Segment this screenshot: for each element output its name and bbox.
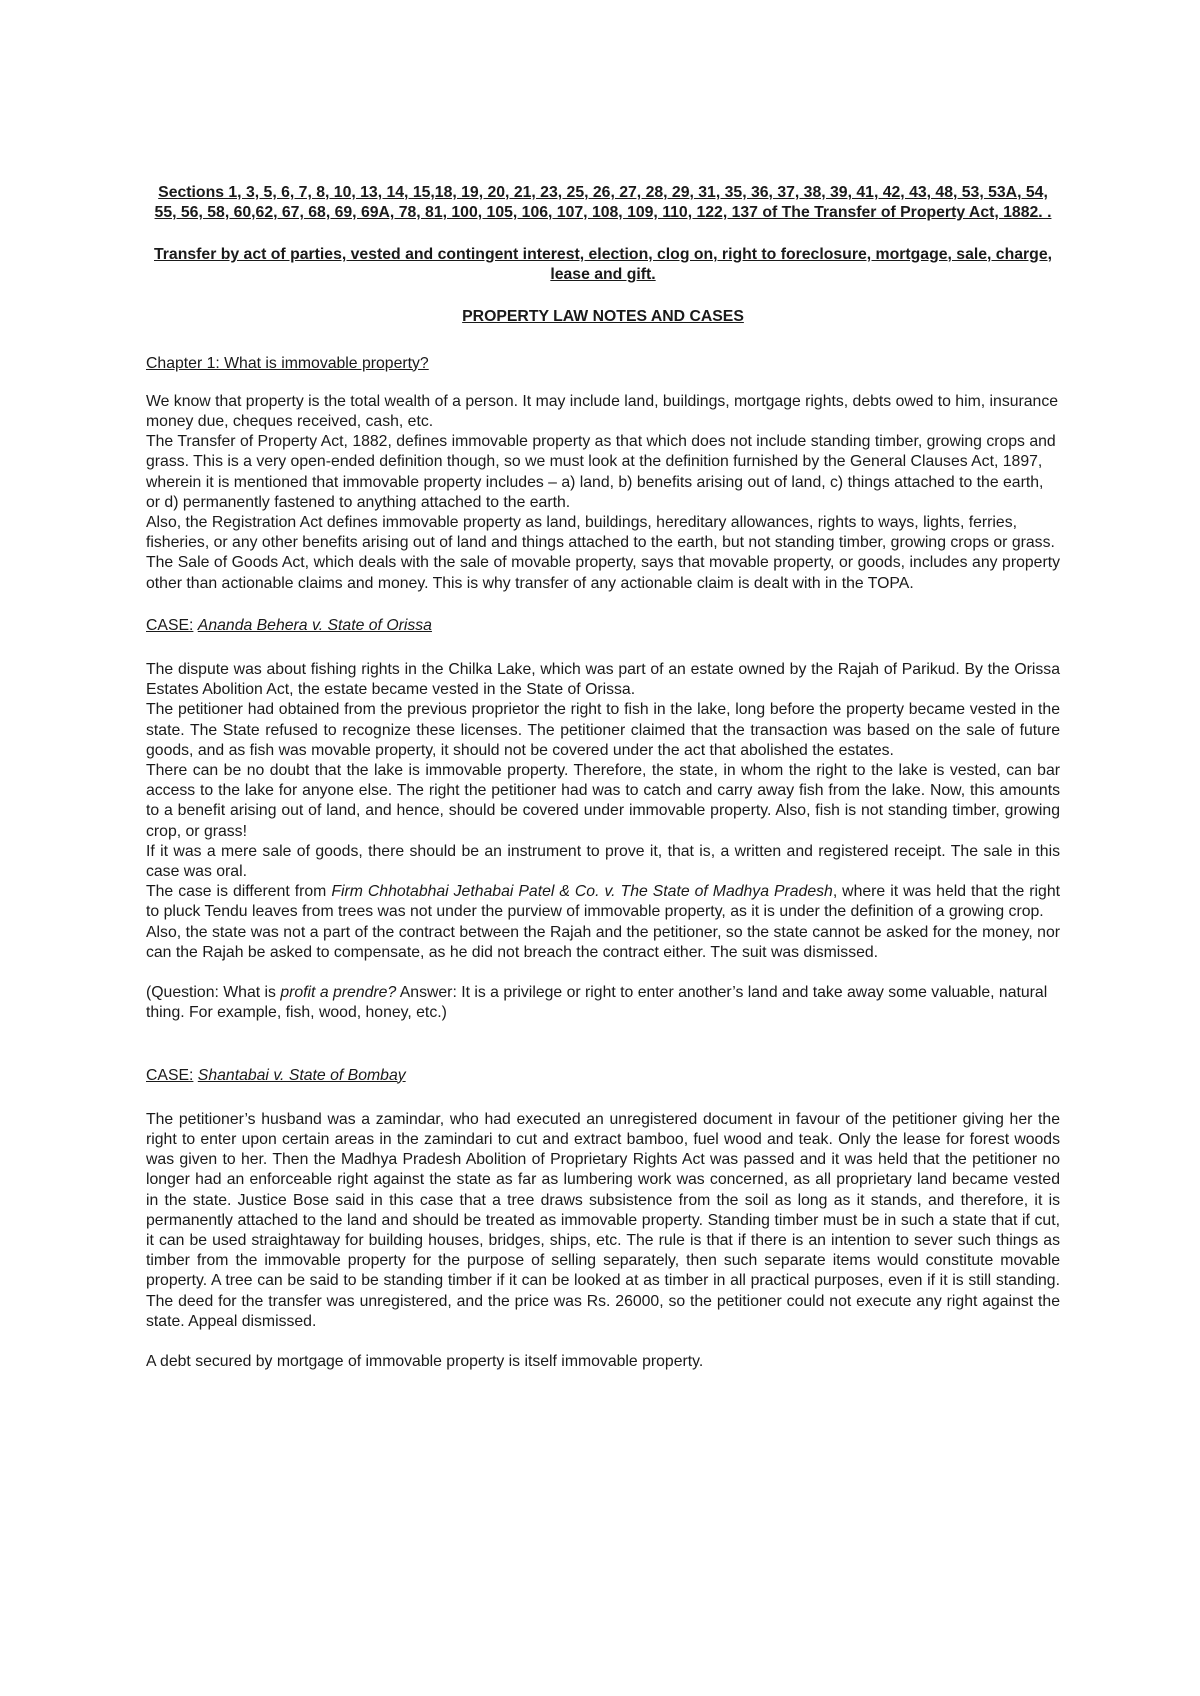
chapter-paragraph: We know that property is the total wealth of a person. It may include land, buildings, mortgage rights, debts owed to him, insurance money due, cheques received, cash, etc.: [146, 392, 1059, 431]
question-text: (Question: What is: [146, 984, 281, 1002]
chapter-paragraph: The Sale of Goods Act, which deals with the sale of movable property, says that movable property, or goods, includes any property other than actionable claims and money. This is why transfer of any actionable claim is dealt with in the TOPA.: [146, 554, 1060, 592]
document-title: PROPERTY LAW NOTES AND CASES: [462, 308, 744, 326]
answer-text: Answer: It is a privilege or right to enter another’s land and take away some valuable, natural thing. For example, fish, wood, honey, etc.): [146, 984, 1048, 1022]
question-term: profit a prendre?: [280, 984, 397, 1002]
document-page: [146, 183, 1060, 1372]
case-heading: [146, 1066, 1060, 1086]
case-label: CASE:: [146, 1066, 194, 1084]
case-paragraph: The dispute was about fishing rights in the Chilka Lake, which was part of an estate owned by the Rajah of Parikud. By the Orissa Estates Abolition Act, the estate became vested in the State of Orissa.: [146, 661, 1060, 699]
document-subtitle: Transfer by act of parties, vested and contingent interest, election, clog on, right to foreclosure, mortgage, sale, charge, lease and gift.: [154, 246, 1052, 284]
chapter-paragraph: Also, the Registration Act defines immovable property as land, buildings, hereditary allowances, rights to ways, lights, ferries, fisheries, or any other benefits arising out of land and things attached to the earth, but not standing timber, growing crops or grass.: [146, 514, 1055, 552]
closing-paragraph: A debt secured by mortgage of immovable property is itself immovable property.: [146, 1352, 704, 1370]
question-paragraph: [146, 983, 1060, 1023]
spacer: [146, 963, 1060, 983]
case-text: , where it was held that the right to pluck Tendu leaves from trees was not under the purview of immovable property, as it is under the definition of a growing crop.: [146, 883, 1061, 921]
case-citation: Firm Chhotabhai Jethabai Patel & Co. v. The State of Madhya Pradesh: [331, 883, 833, 901]
case-label: CASE:: [146, 616, 194, 634]
case-paragraph: Also, the state was not a part of the contract between the Rajah and the petitioner, so the state cannot be asked for the money, nor can the Rajah be asked to compensate, as he did not breach the contract either. The suit was dismissed.: [146, 923, 1060, 961]
case-paragraph: [146, 882, 1060, 922]
case-text: The case is different from: [146, 883, 332, 901]
chapter-heading: Chapter 1: What is immovable property?: [146, 354, 429, 372]
chapter-paragraph: The Transfer of Property Act, 1882, defines immovable property as that which does not include standing timber, growing crops and grass. This is a very open-ended definition though, so we must look at the definition furnished by the General Clauses Act, 1897, wherein it is mentioned that immovable property includes – a) land, b) benefits arising out of land, c) things attached to the earth, or d) permanently fastened to anything attached to the earth.: [146, 433, 1056, 511]
sections-heading: Sections 1, 3, 5, 6, 7, 8, 10, 13, 14, 15,18, 19, 20, 21, 23, 25, 26, 27, 28, 29, 31, 35, 36, 37, 38, 39, 41, 42, 43, 48, 53, 53A, 54, 55, 56, 58, 60,62, 67, 68, 69, 69A, 78, 81, 100, 105, 106, 107, 108, 109, 110, 122, 137 of The Transfer of Property Act, 1882. .: [154, 184, 1052, 221]
case-name: Shantabai v. State of Bombay: [197, 1066, 406, 1084]
spacer: [146, 1332, 1060, 1352]
case-paragraph: There can be no doubt that the lake is immovable property. Therefore, the state, in whom the right to the lake is vested, can bar access to the lake for anyone else. The right the petitioner had was to catch and carry away fish from the lake. Now, this amounts to a benefit arising out of land, and hence, should be covered under immovable property. Also, fish is not standing timber, growing crop, or grass!: [146, 762, 1060, 840]
case-paragraph: The petitioner’s husband was a zamindar, who had executed an unregistered document in favour of the petitioner giving her the right to enter upon certain areas in the zamindari to cut and extract bamboo, fuel wood and teak. Only the lease for forest woods was given to her. Then the Madhya Pradesh Abolition of Proprietary Rights Act was passed and it was held that the petitioner no longer had an enforceable right against the state as far as lumbering work was concerned, as all proprietary land became vested in the state. Justice Bose said in this case that a tree draws subsistence from the soil as long as it stands, and therefore, it is permanently attached to the land and should be treated as immovable property. Standing timber must be in such a state that if cut, it can be used straightaway for building houses, bridges, ships, etc. The rule is that if there is an intention to sever such things as timber from the immovable property for the purpose of selling separately, then such separate items would constitute movable property. A tree can be said to be standing timber if it can be looked at as timber in all practical purposes, even if it is still standing. The deed for the transfer was unregistered, and the price was Rs. 26000, so the petitioner could not execute any right against the state. Appeal dismissed.: [146, 1110, 1060, 1330]
case-paragraph: The petitioner had obtained from the previous proprietor the right to fish in the lake, long before the property became vested in the state. The State refused to recognize these licenses. The petitioner claimed that the transaction was based on the sale of future goods, and as fish was movable property, it should not be covered under the act that abolished the estates.: [146, 701, 1060, 759]
case-name: Ananda Behera v. State of Orissa: [197, 616, 432, 634]
case-paragraph: If it was a mere sale of goods, there should be an instrument to prove it, that is, a written and registered receipt. The sale in this case was oral.: [146, 842, 1060, 881]
spacer: [146, 1024, 1060, 1044]
case-heading: [146, 616, 1060, 636]
